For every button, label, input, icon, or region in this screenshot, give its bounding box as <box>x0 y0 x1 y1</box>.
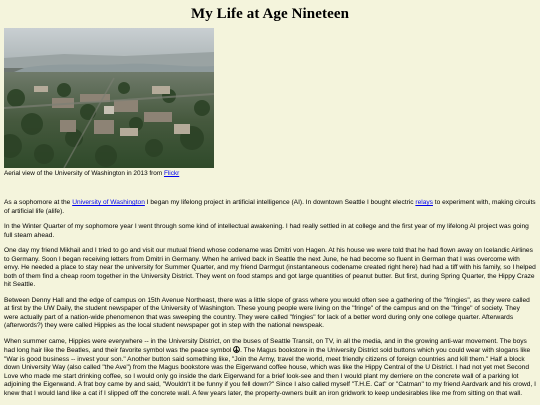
paragraph-sophomore <box>4 199 536 216</box>
photo-caption-text: Aerial view of the University of Washington in 2013 from <box>4 170 164 177</box>
flickr-link[interactable]: Flickr <box>163 170 180 177</box>
p5-text-2: . The Magus bookstore in the University District sold buttons which you could wear with slogans like "War is good business -- invest your son." Another button said something like, "Join the Army, travel the world, meet friendly citizens of foreign countries and kill them." Half a block down University Way (also called "the Ave") from the Magus bookstore was the Eigerwand coffee house, which was like the Hippy Central of the U District. I had not yet met Second Love who made me start drinking coffee, so I would only go inside the dark Eigerwand for a brief look-see and then I would plant my derriere on the concrete wall of a parking lot adjoining the Eigerwand. A frat boy came by and said, "Wouldn't it be funny if you fell down?" Since I also called myself "T.H.E. Cat" or "Catman" to my friend Aardvark and his crowd, I knew that I would land like a cat if I slipped off the concrete wall. A few years later, the property-owners built an iron gridwork to keep undesirables like me from sitting on that wall. <box>4 347 536 397</box>
campus-aerial-photo <box>4 28 214 168</box>
photo-caption <box>4 170 179 178</box>
university-of-washington-link[interactable]: University of Washington <box>72 199 145 206</box>
campus-aerial-image <box>4 28 214 168</box>
article-body <box>4 199 536 405</box>
relays-link[interactable]: relays <box>415 199 433 206</box>
p1-text-2: I began my lifelong project in artificial intelligence (AI). In downtown Seattle I bought electric <box>144 199 416 206</box>
paragraph-summer-hippies <box>4 338 536 399</box>
paragraph-winter-quarter: In the Winter Quarter of my sophomore year I went through some kind of intellectual awakening. I had really settled in at college and the first year of my lifelong AI project was going full steam ahead. <box>4 223 529 239</box>
p5-text-1: When summer came, Hippies were everywhere -- in the University District, on the buses of Seattle Transit, on TV, in all the media, and in the growing anti-war movement. The boys had long hair like the Beatles, and their favorite symbol was the peace symbol <box>4 337 527 354</box>
paragraph-dmitri: One day my friend Mikhail and I tried to go and visit our mutual friend whose codename was Dmitri von Hagen. At his house we were told that he had flown away on Icelandic Airlines to Germany. Soon I began receiving letters from Dmitri in Germany. When he arrived back in Seattle the next June, he had become so fluent in German that I was overcome with envy. He needed a place to stay near the university for Summer Quarter, and my friend Darmgut (instantaneous codename created right here) had had a tiff with his family, so I helped both of them find a cheap room together in the University District. They went on food stamps and got large quantities of peanut butter. But first, during Spring Quarter, the Hippy Craze hit Seattle. <box>4 247 536 288</box>
paragraph-fringies: Between Denny Hall and the edge of campus on 15th Avenue Northeast, there was a little slope of grass where you would often see a gathering of the "fringies", as they were called at first by the UW Daily, the student newspaper of the University of Washington. These young people were living on the "fringe" of the campus and on the "fringe" of society. They were actually part of a nation-wide phenomenon that was sweeping the country. They were called "fringies" for lack of a better word during only one college quarter. Afterwards (afterwords?) they were called Hippies as the local student newspaper got in step with the national newspeak. <box>4 296 530 329</box>
page-title: My Life at Age Nineteen <box>190 6 350 22</box>
p1-text-3: to experiment with, making circuits of artificial life (alife). <box>4 199 536 215</box>
p1-text-1: As a sophomore at the <box>4 199 73 206</box>
